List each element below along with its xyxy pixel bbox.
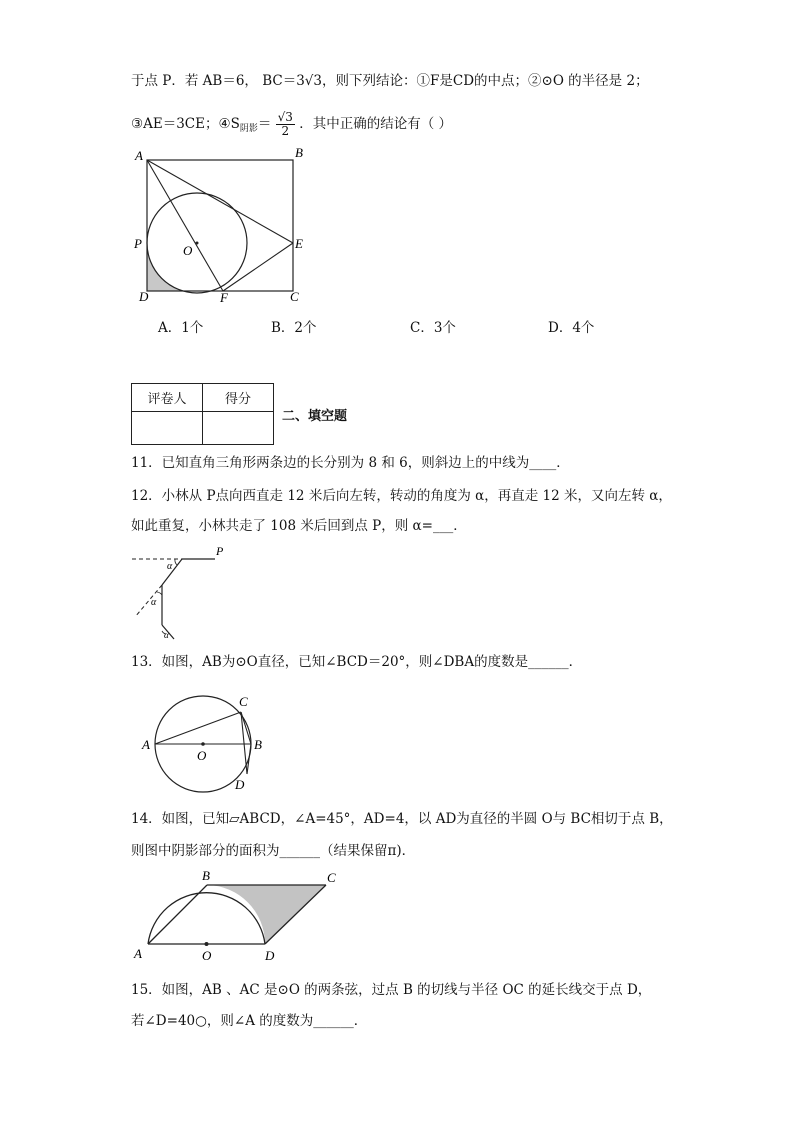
q14-label-A: A	[134, 946, 142, 961]
q10-figure	[125, 145, 325, 310]
q13-label-A: A	[142, 737, 150, 752]
q14-label-B: B	[202, 868, 210, 883]
score-table	[131, 383, 274, 445]
q14-side-AB	[148, 885, 207, 944]
q10-label-D: D	[139, 289, 149, 304]
q10-label-P: P	[134, 236, 142, 251]
q10-line-AF	[147, 160, 223, 291]
q10-line2	[131, 111, 452, 139]
q12-line2: 如此重复，小林共走了 108 米后回到点 P，则 α=___．	[131, 518, 467, 534]
score-table-score-cell	[203, 412, 274, 445]
q12-angle-arc-1	[175, 559, 177, 565]
q10-option-a: A．1个	[158, 320, 204, 336]
q13-label-C: C	[239, 694, 248, 709]
q10-label-E: E	[295, 236, 303, 251]
q12-label-alpha-2: α	[151, 597, 157, 608]
q12-figure	[130, 545, 230, 645]
q13-chord-BD	[247, 744, 251, 774]
q10-label-O: O	[183, 243, 193, 258]
score-table-reviewer-header: 评卷人	[132, 384, 203, 412]
q12-label-P: P	[216, 545, 224, 558]
q11-text: 11．已知直角三角形两条边的长分别为 8 和 6，则斜边上的中线为____．	[131, 455, 570, 471]
q10-line2-a: ③AE＝3CE；④S	[131, 116, 240, 132]
q14-figure	[128, 866, 348, 966]
q10-frac-den: 2	[281, 124, 290, 138]
q10-line1: 于点 P．若 AB＝6， BC＝3√3，则下列结论：①F是CD的中点；②⊙O 的半径是 2；	[131, 73, 649, 89]
q12-dashed-ext	[135, 585, 162, 617]
q10-label-A: A	[135, 148, 143, 163]
q10-center-dot	[196, 242, 199, 245]
q15-text: 15．如图，AB 、AC 是⊙O 的两条弦，过点 B 的切线与半径 OC 的延长线交于点 D，若∠D=40○，则∠A 的度数为______．	[131, 982, 652, 1029]
q12-label-alpha-3: α	[164, 630, 169, 640]
q12-label-alpha-1: α	[167, 561, 173, 572]
q13-center-dot	[201, 742, 205, 746]
section-title: 二、填空题	[282, 409, 348, 424]
q10-option-c: C．3个	[410, 320, 456, 336]
q14-label-O: O	[202, 948, 212, 963]
q13-figure	[138, 688, 273, 800]
q10-frac-num: √3	[277, 110, 293, 124]
q10-label-B: B	[295, 145, 303, 160]
q10-label-C: C	[290, 289, 299, 304]
q10-option-d: D．4个	[548, 320, 595, 336]
q14-center-dot	[205, 942, 209, 946]
score-table-score-header: 得分	[203, 384, 274, 412]
q10-rectangle	[147, 160, 293, 291]
score-table-reviewer-cell	[132, 412, 203, 445]
q14-label-C: C	[327, 870, 336, 885]
q10-shaded-subscript: 阴影	[239, 124, 258, 134]
q14-line2: 则图中阴影部分的面积为______（结果保留π)．	[131, 843, 416, 859]
q10-equals: ＝	[257, 116, 272, 132]
q13-label-B: B	[254, 737, 262, 752]
q10-label-F: F	[220, 290, 228, 305]
q12-angle-arc-2	[157, 592, 162, 595]
q14-label-D: D	[265, 948, 275, 963]
q10-fraction	[276, 111, 295, 138]
q13-chord-AC	[155, 712, 241, 744]
q13-text: 13．如图，AB为⊙O直径，已知∠BCD＝20°，则∠DBA的度数是______．	[131, 654, 583, 670]
q14-line1: 14．如图，已知▱ABCD，∠A=45°，AD=4，以 AD为直径的半圆 O与 BC相切于点 B，	[131, 811, 673, 827]
q14-shaded-region	[207, 885, 326, 944]
q13-label-O: O	[197, 748, 207, 763]
q13-label-D: D	[235, 777, 245, 792]
q10-line2-b: ．其中正确的结论有（ ）	[299, 116, 453, 132]
q10-line-FE	[223, 243, 293, 291]
q12-line1: 12．小林从 P点向西直走 12 米后向左转，转动的角度为 α，再直走 12 米，又向左转 α，	[131, 488, 672, 504]
q10-shaded-region	[147, 160, 185, 291]
q10-option-b: B．2个	[271, 320, 317, 336]
